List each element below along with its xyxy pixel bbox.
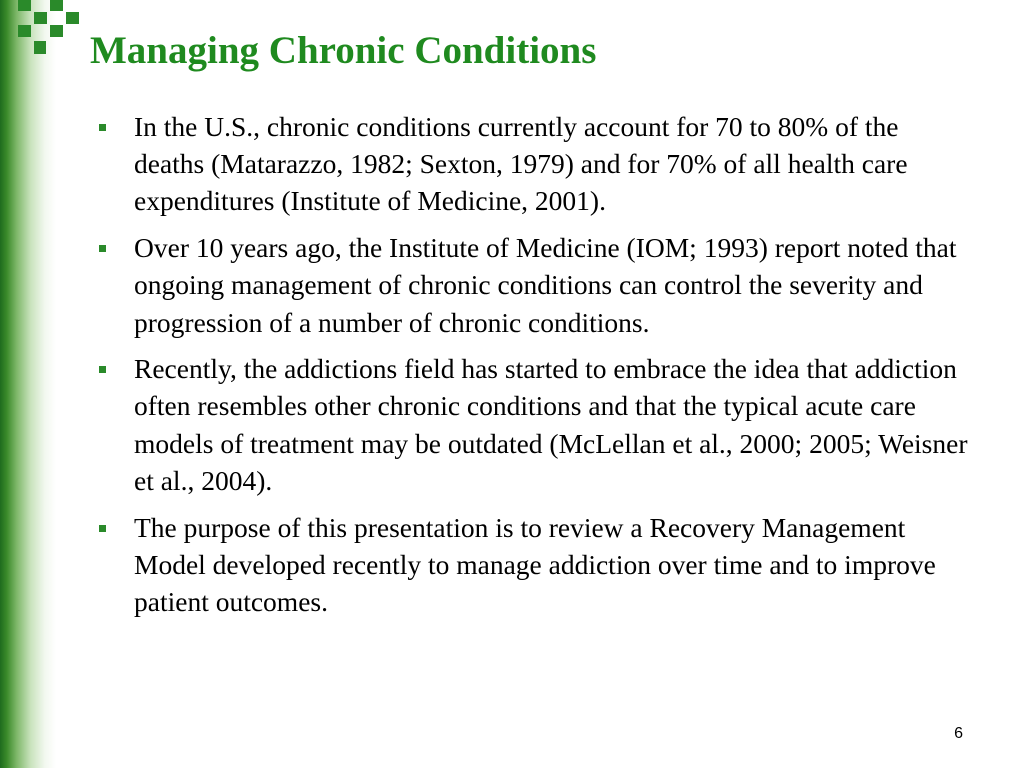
bullet-text: Recently, the addictions field has started to embrace the idea that addiction often resembles other chronic conditions and that the typical acute care models of treatment may be outdated (McLellan et al., 2000; 2005; Weisner et al., 2004). xyxy=(134,353,968,496)
bullet-item xyxy=(95,350,975,499)
square-bullet-icon xyxy=(99,366,106,373)
bullet-text: Over 10 years ago, the Institute of Medicine (IOM; 1993) report noted that ongoing management of chronic conditions can control the severity and progression of a number of chronic conditions. xyxy=(134,232,957,338)
bullet-list xyxy=(95,108,975,630)
square-bullet-icon xyxy=(99,124,106,131)
bullet-item xyxy=(95,509,975,621)
bullet-item xyxy=(95,108,975,220)
green-gradient-sidebar xyxy=(0,0,56,768)
bullet-text: In the U.S., chronic conditions currently account for 70 to 80% of the deaths (Matarazzo, 1982; Sexton, 1979) and for 70% of all health care expenditures (Institute of Medicine, 2001). xyxy=(134,111,908,217)
slide-title: Managing Chronic Conditions xyxy=(90,29,597,72)
green-checker-squares-icon xyxy=(0,0,80,64)
bullet-text: The purpose of this presentation is to review a Recovery Management Model developed recently to manage addiction over time and to improve patient outcomes. xyxy=(134,511,936,617)
page-number: 6 xyxy=(954,725,963,742)
square-bullet-icon xyxy=(99,245,106,252)
square-bullet-icon xyxy=(99,525,106,532)
bullet-item xyxy=(95,229,975,341)
